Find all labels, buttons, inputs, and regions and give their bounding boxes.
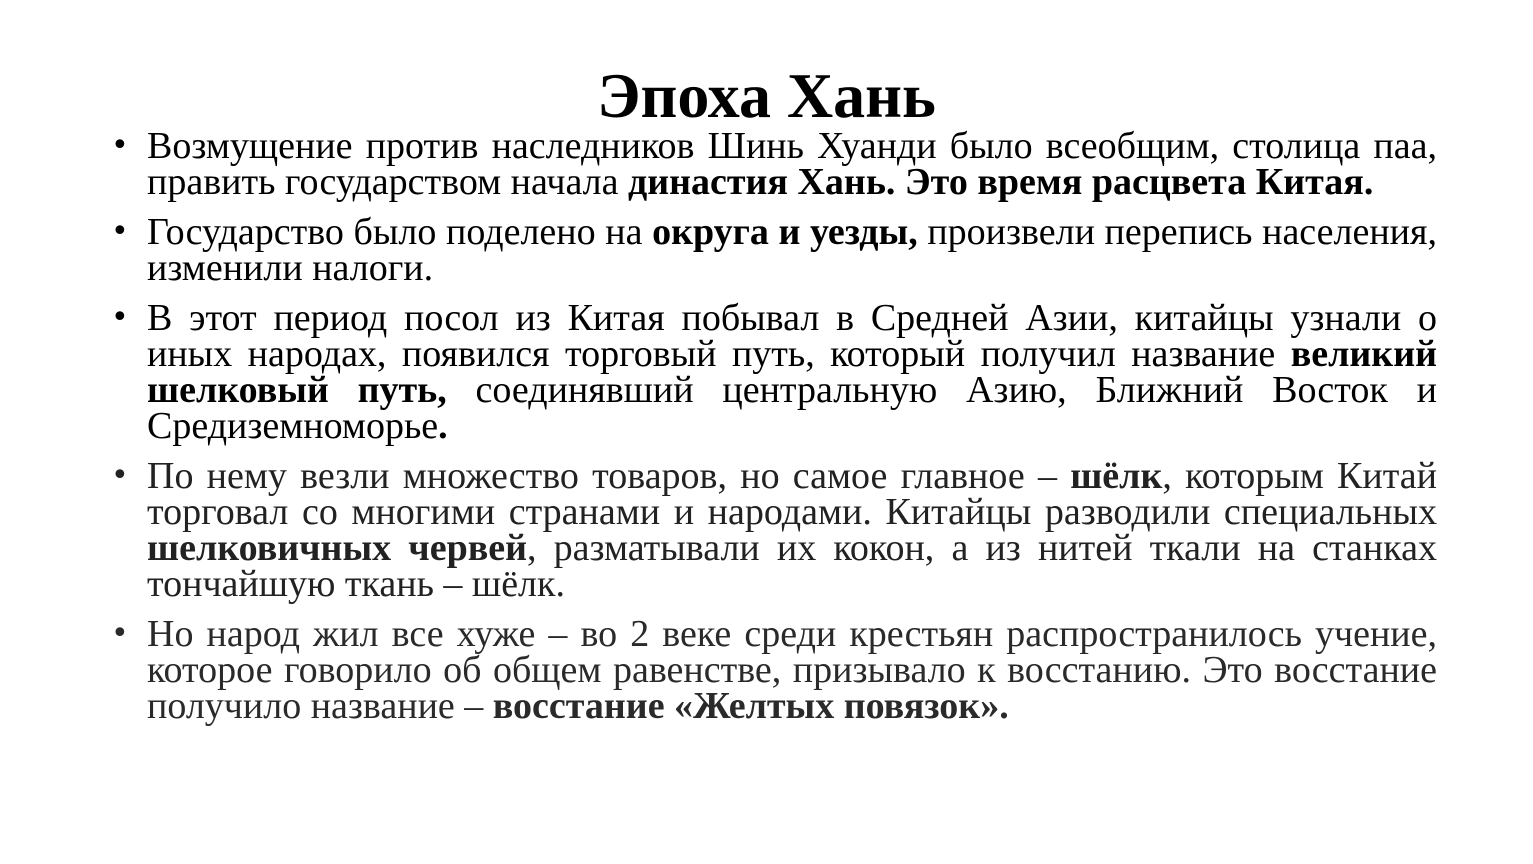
- bullet-text: Государство было поделено на: [147, 211, 653, 253]
- bullet-bold-text: шёлк: [1070, 455, 1163, 497]
- bullet-bold-text: восстание «Желтых повязок».: [492, 685, 1009, 727]
- bullet-bold-text: династия Хань. Это время расцвета Китая.: [627, 161, 1374, 203]
- bullet-text: По нему везли множество товаров, но самое главное –: [147, 455, 1071, 497]
- bullet-item-5: [147, 613, 1437, 727]
- bullet-item-3: [147, 297, 1437, 447]
- bullet-bold-text: шелковичных червей: [147, 527, 527, 569]
- bullet-list: [147, 125, 1437, 738]
- bullet-text: Но народ жил все хуже – во 2 веке среди крестьян распространилось учение, которое говорило об общем равенстве, призывало к восстанию. Это восстание получило название –: [147, 613, 1437, 727]
- bullet-bold-text: великий шелковый путь,: [147, 333, 1437, 411]
- bullet-bold-text: округа и уезды,: [652, 211, 918, 253]
- bullet-item-2: [147, 211, 1437, 289]
- bullet-text: В этот период посол из Китая побывал в Средней Азии, китайцы узнали о иных народах, появился торговый путь, который получил название: [147, 297, 1437, 375]
- bullet-text: Возмущение против наследников Шинь Хуанди было всеобщим, столица паа, править государством начала: [147, 125, 1437, 203]
- bullet-item-4: [147, 455, 1437, 605]
- bullet-text: , разматывали их кокон, а из нитей ткали на станках тончайшую ткань – шёлк.: [147, 527, 1437, 605]
- bullet-bold-text: .: [438, 405, 448, 447]
- slide-title: Эпоха Хань: [597, 60, 936, 131]
- bullet-text: произвели перепись населения, изменили налоги.: [147, 211, 1437, 289]
- bullet-text: , которым Китай торговал со многими странами и народами. Китайцы разводили специальных: [147, 455, 1437, 533]
- bullet-text: соединявший центральную Азию, Ближний Восток и Средиземноморье: [147, 369, 1437, 447]
- bullet-item-1: [147, 125, 1437, 203]
